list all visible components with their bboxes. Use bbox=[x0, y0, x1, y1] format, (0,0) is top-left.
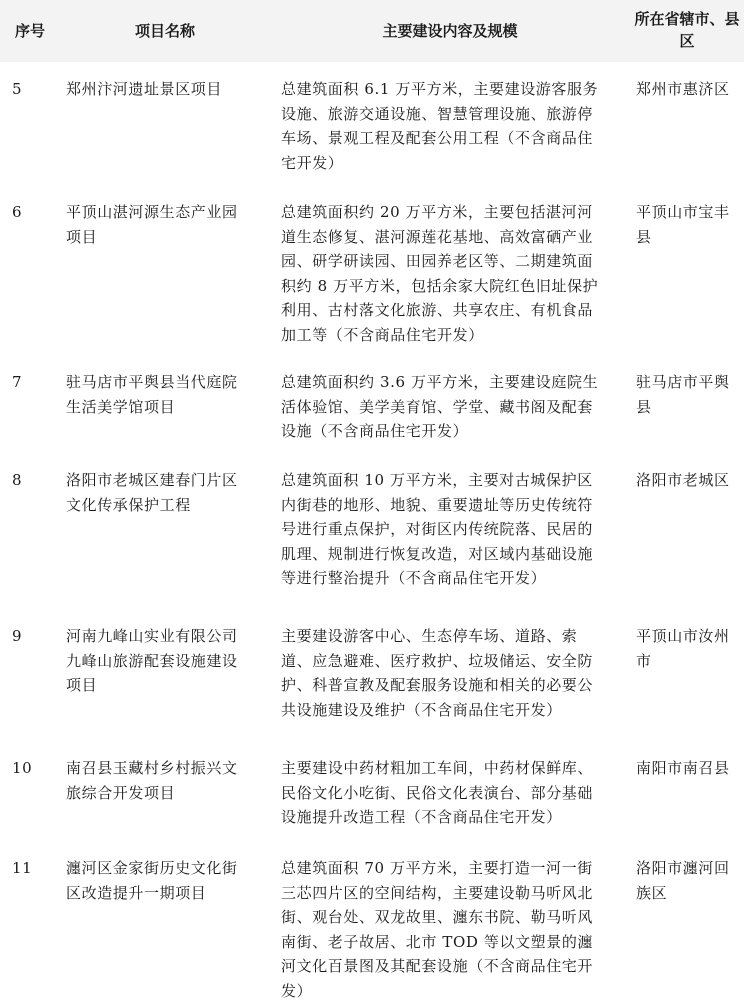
row-no: 5 bbox=[12, 80, 23, 98]
row-location: 洛阳市瀍河回族区 bbox=[636, 859, 730, 902]
row-location: 平顶山市宝丰县 bbox=[636, 203, 730, 246]
row-no: 9 bbox=[12, 627, 23, 645]
row-content: 总建筑面积 70 万平方米，主要打造一河一街三芯四片区的空间结构，主要建设勒马听风北街、观台处、双龙故里、瀍东书院、勒马听风南街、老子故居、北市 TOD 等以文塑景的瀍河文化百景图及其配套设施（不含商品住宅开发） bbox=[281, 859, 594, 1000]
row-no: 7 bbox=[12, 373, 23, 391]
row-name: 瀍河区金家街历史文化街区改造提升一期项目 bbox=[66, 859, 238, 902]
row-no: 10 bbox=[12, 759, 33, 777]
row-name: 南召县玉藏村乡村振兴文旅综合开发项目 bbox=[66, 759, 238, 802]
row-location: 郑州市惠济区 bbox=[636, 80, 730, 98]
row-no: 6 bbox=[12, 203, 23, 221]
row-no: 11 bbox=[12, 859, 33, 877]
row-name: 河南九峰山实业有限公司九峰山旅游配套设施建设项目 bbox=[66, 627, 238, 694]
header-no: 序号 bbox=[14, 22, 45, 40]
header-location: 所在省辖市、县区 bbox=[634, 10, 740, 50]
row-no: 8 bbox=[12, 471, 23, 489]
row-name: 平顶山湛河源生态产业园项目 bbox=[66, 203, 238, 246]
table-header bbox=[0, 0, 744, 62]
header-content: 主要建设内容及规模 bbox=[382, 22, 518, 40]
row-name: 洛阳市老城区建春门片区文化传承保护工程 bbox=[66, 471, 238, 514]
row-name: 郑州汴河遗址景区项目 bbox=[66, 80, 223, 98]
row-location: 驻马店市平舆县 bbox=[636, 373, 730, 416]
row-name: 驻马店市平舆县当代庭院生活美学馆项目 bbox=[66, 373, 238, 416]
row-location: 洛阳市老城区 bbox=[636, 471, 730, 489]
row-content: 总建筑面积 10 万平方米，主要对古城保护区内街巷的地形、地貌、重要遗址等历史传统符号进行重点保护，对街区内传统院落、民居的肌理、规制进行恢复改造，对区域内基础设施等进行整治提升（不含商品住宅开发） bbox=[281, 471, 594, 587]
row-content: 主要建设中药材粗加工车间，中药材保鲜库、民俗文化小吃街、民俗文化表演台、部分基础设施提升改造工程（不含商品住宅开发） bbox=[281, 759, 594, 826]
row-content: 总建筑面积约 20 万平方米，主要包括湛河河道生态修复、湛河源莲花基地、高效富硒产业园、研学研读园、田园养老区等、二期建筑面积约 8 万平方米，包括余家大院红色旧址保护利用、古村落文化旅游、共享农庄、有机食品加工等（不含商品住宅开发） bbox=[281, 203, 599, 344]
row-content: 主要建设游客中心、生态停车场、道路、索道、应急避难、医疗救护、垃圾储运、安全防护、科普宣教及配套服务设施和相关的必要公共设施建设及维护（不含商品住宅开发） bbox=[281, 627, 594, 719]
row-location: 南阳市南召县 bbox=[636, 759, 730, 777]
row-location: 平顶山市汝州市 bbox=[636, 627, 730, 670]
row-content: 总建筑面积约 3.6 万平方米，主要建设庭院生活体验馆、美学美育馆、学堂、藏书阁及配套设施（不含商品住宅开发） bbox=[281, 373, 599, 440]
header-name: 项目名称 bbox=[134, 22, 195, 40]
row-content: 总建筑面积 6.1 万平方米，主要建设游客服务设施、旅游交通设施、智慧管理设施、旅游停车场、景观工程及配套公用工程（不含商品住宅开发） bbox=[281, 80, 599, 172]
